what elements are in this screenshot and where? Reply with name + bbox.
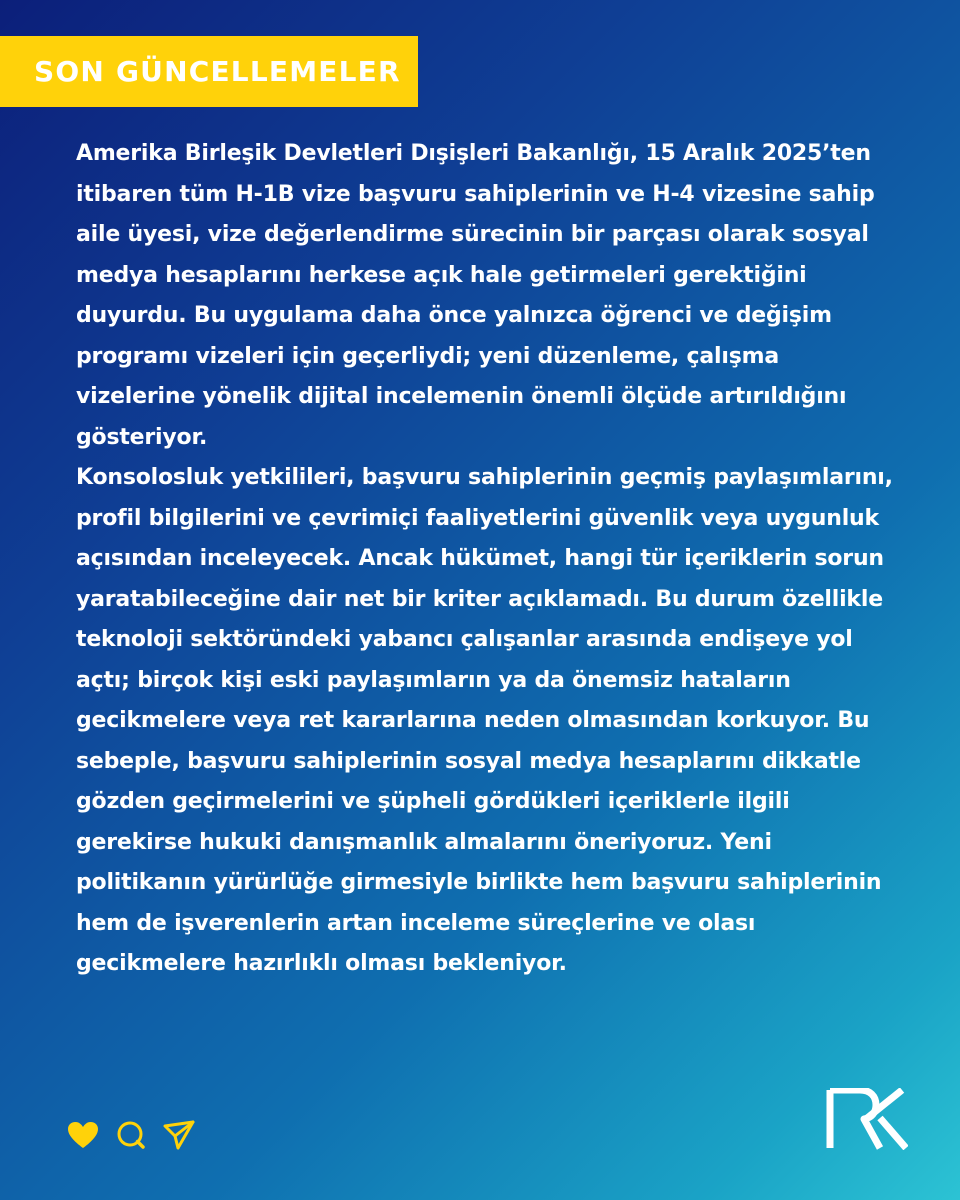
section-banner: [0, 36, 418, 107]
social-actions: [66, 1118, 196, 1152]
banner-title: SON GÜNCELLEMELER: [34, 55, 401, 88]
rk-logo: [826, 1088, 908, 1150]
send-icon[interactable]: [162, 1118, 196, 1152]
article-body: [76, 134, 894, 985]
article-paragraph-2: Konsolosluk yetkilileri, başvuru sahiplerinin geçmiş paylaşımlarını, profil bilgilerini ve çevrimiçi faaliyetlerini güvenlik veya uygunluk açısından inceleyecek. Ancak hükümet, hangi tür içeriklerin sorun yaratabileceğine dair net bir kriter açıklamadı. Bu durum özellikle teknoloji sektöründeki yabancı çalışanlar arasında endişeye yol açtı; birçok kişi eski paylaşımların ya da önemsiz hataların gecikmelere veya ret kararlarına neden olmasından korkuyor. Bu sebeple, başvuru sahiplerinin sosyal medya hesaplarını dikkatle gözden geçirmelerini ve şüpheli gördükleri içeriklerle ilgili gerekirse hukuki danışmanlık almalarını öneriyoruz. Yeni politikanın yürürlüğe girmesiyle birlikte hem başvuru sahiplerinin hem de işverenlerin artan inceleme süreçlerine ve olası gecikmelere hazırlıklı olması bekleniyor.: [76, 465, 893, 976]
article-paragraph-1: Amerika Birleşik Devletleri Dışişleri Bakanlığı, 15 Aralık 2025’ten itibaren tüm H-1B vize başvuru sahiplerinin ve H-4 vizesine sahip aile üyesi, vize değerlendirme sürecinin bir parçası olarak sosyal medya hesaplarını herkese açık hale getirmeleri gerektiğini duyurdu. Bu uygulama daha önce yalnızca öğrenci ve değişim programı vizeleri için geçerliydi; yeni düzenleme, çalışma vizelerine yönelik dijital incelemenin önemli ölçüde artırıldığını gösteriyor.: [76, 141, 875, 450]
heart-icon[interactable]: [66, 1118, 100, 1152]
comment-icon[interactable]: [114, 1118, 148, 1152]
